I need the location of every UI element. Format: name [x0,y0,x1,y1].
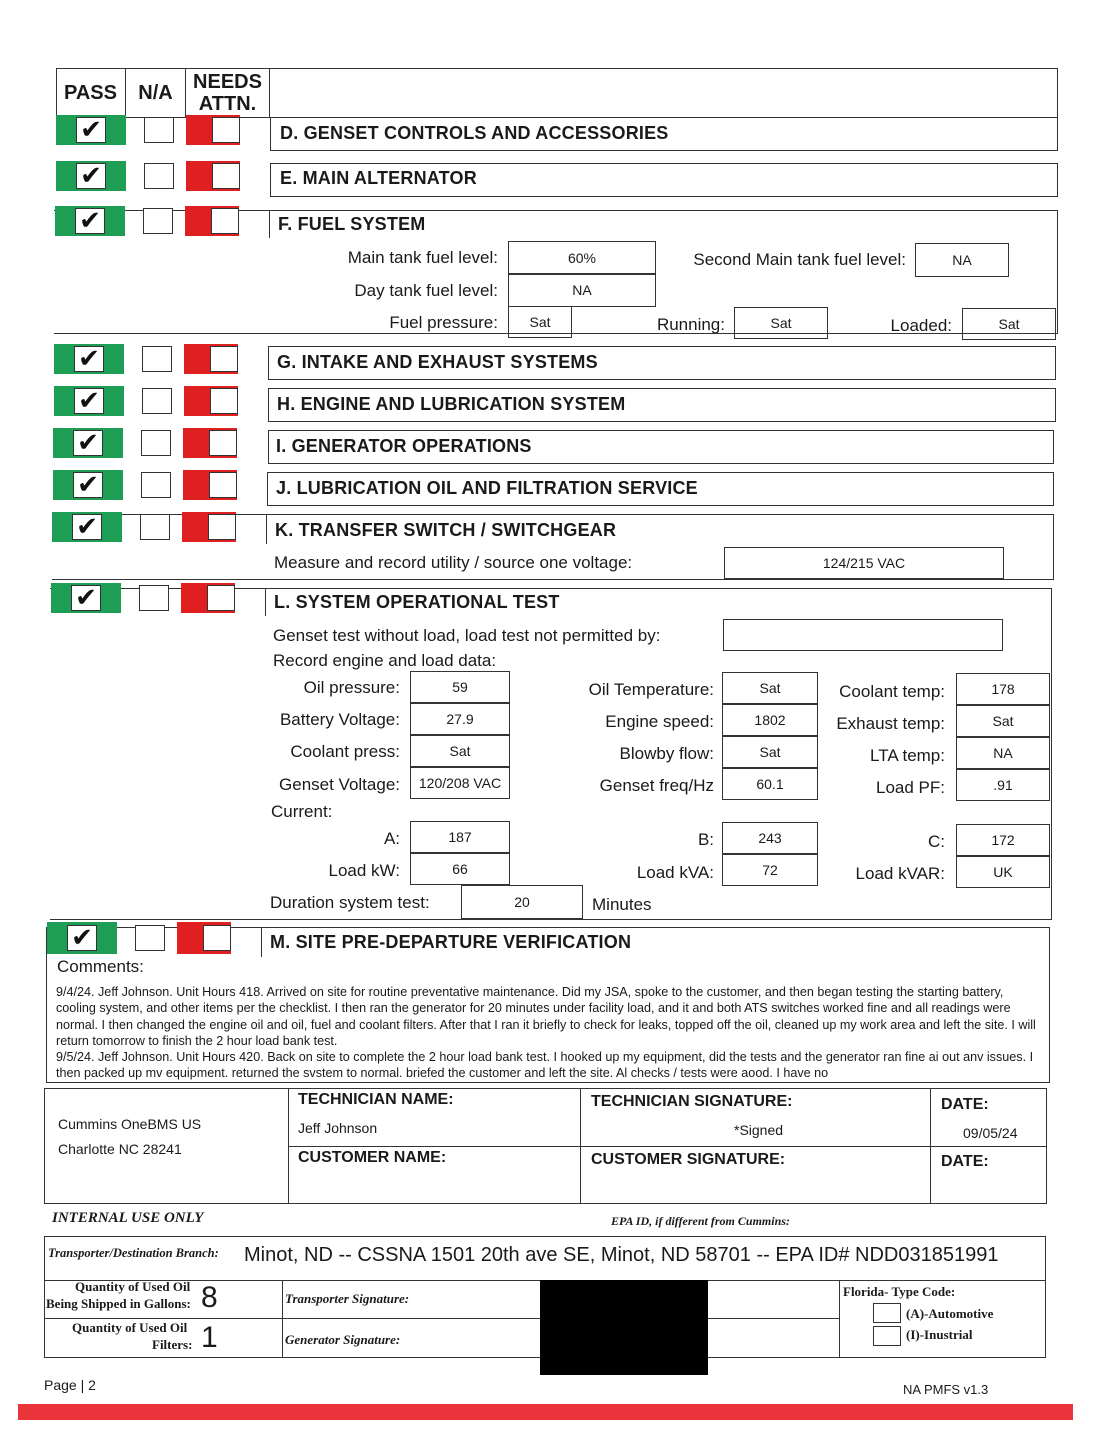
load-kw-field[interactable]: 66 [410,853,510,885]
blowby-flow-label: Blowby flow: [619,744,714,763]
transporter-branch-value[interactable]: Minot, ND -- CSSNA 1501 20th ave SE, Minot, ND 58701 -- EPA ID# NDD031851991 [244,1244,999,1266]
section-d-status [56,115,270,145]
na-checkbox[interactable] [135,925,165,951]
section-k-title: K. TRANSFER SWITCH / SWITCHGEAR [275,520,617,540]
florida-automotive-checkbox[interactable] [873,1303,901,1323]
day-tank-label: Day tank fuel level: [354,281,498,300]
record-data-label: Record engine and load data: [273,651,497,670]
tech-signature-value[interactable]: *Signed [734,1122,784,1138]
check-icon: ✔ [79,206,101,236]
filters-label-2: Filters: [152,1337,193,1352]
transporter-branch-label: Transporter/Destination Branch: [48,1246,219,1260]
na-checkbox[interactable] [144,117,174,143]
load-kvar-label: Load kVAR: [855,864,945,883]
na-header: N/A [126,68,186,118]
date2-label: DATE: [941,1153,989,1170]
na-checkbox[interactable] [144,163,174,189]
fuel-pressure-label: Fuel pressure: [389,313,498,332]
filters-label-1: Quantity of Used Oil [72,1320,188,1335]
second-tank-label: Second Main tank fuel level: [693,250,906,269]
attn-checkbox[interactable] [203,925,231,951]
company-name: Cummins OneBMS US [58,1116,202,1132]
check-icon: ✔ [80,161,102,191]
exhaust-temp-label: Exhaust temp: [836,714,945,733]
transporter-signature-label: Transporter Signature: [285,1291,410,1306]
current-c-label: C: [928,832,945,851]
minutes-label: Minutes [592,895,652,914]
section-i-title: I. GENERATOR OPERATIONS [276,436,532,456]
na-checkbox[interactable] [140,514,170,540]
florida-industrial-label: (I)-Inustrial [906,1327,973,1342]
current-b-label: B: [697,830,714,849]
running-field[interactable]: Sat [734,307,828,339]
coolant-temp-label: Coolant temp: [839,682,945,701]
section-h-title: H. ENGINE AND LUBRICATION SYSTEM [277,394,626,414]
duration-field[interactable]: 20 [461,885,583,919]
check-icon: ✔ [75,583,97,613]
oil-qty-value[interactable]: 8 [201,1281,218,1314]
section-l-title: L. SYSTEM OPERATIONAL TEST [274,592,560,612]
main-tank-field[interactable]: 60% [508,241,656,275]
oil-qty-label-1: Quantity of Used Oil [75,1279,191,1294]
genset-freq-label: Genset freq/Hz [599,776,714,795]
genset-voltage-field[interactable]: 120/208 VAC [410,767,510,799]
tech-signature-label: TECHNICIAN SIGNATURE: [591,1093,793,1110]
engine-speed-label: Engine speed: [605,712,714,731]
blowby-flow-field[interactable]: Sat [722,736,818,768]
day-tank-field[interactable]: NA [508,273,656,307]
check-icon: ✔ [77,470,99,500]
internal-use-label: INTERNAL USE ONLY [52,1210,204,1226]
current-label: Current: [271,802,333,821]
no-load-field[interactable] [723,619,1003,651]
check-icon: ✔ [77,428,99,458]
battery-voltage-field[interactable]: 27.9 [410,703,510,735]
attn-checkbox[interactable] [211,208,239,234]
section-l-status [51,583,265,613]
section-e-title: E. MAIN ALTERNATOR [280,168,477,188]
section-f-status [55,206,269,236]
pass-header: PASS [56,68,126,118]
na-checkbox[interactable] [142,388,172,414]
current-a-field[interactable]: 187 [410,821,510,853]
load-pf-field[interactable]: .91 [956,769,1050,801]
section-i-status [53,428,267,458]
form-version: NA PMFS v1.3 [903,1382,989,1397]
load-kva-label: Load kVA: [636,863,714,882]
check-icon: ✔ [78,386,100,416]
customer-name-label: CUSTOMER NAME: [298,1149,447,1166]
check-icon: ✔ [71,923,93,953]
page-number: Page | 2 [44,1377,96,1393]
na-checkbox[interactable] [139,585,169,611]
na-checkbox[interactable] [141,430,171,456]
epa-id-label: EPA ID, if different from Cummins: [611,1214,790,1228]
comments-text[interactable]: 9/4/24. Jeff Johnson. Unit Hours 418. Arrived on site for routine preventative maintenance. Did my JSA, spoke to the customer, and then began testing the starting battery, cooling system, and other items per the checklist. I then ran the generator for 20 minutes under facility load, and it and both ATS switches worked fine and all readings were normal. I then changed the engine oil and oil, fuel and coolant filters. After that I ran it briefly to check for leaks, topped off the oil, cleaned up my work area and left the site. I will return tomorrow to finish the 2 hour load bank test. 9/5/24. Jeff Johnson. Unit Hours 420. Back on site to complete the 2 hour load bank test. I hooked up my equipment, did the tests and the generator ran fine ai out anv issues. I then packed up mv equipment. returned the svstem to normal. briefed the customer and left the site. Al checks / tests were aood. I have no [56,985,1036,1081]
coolant-press-field[interactable]: Sat [410,735,510,767]
check-icon: ✔ [78,344,100,374]
oil-pressure-field[interactable]: 59 [410,671,510,703]
no-load-label: Genset test without load, load test not permitted by: [273,626,661,645]
oil-temp-label: Oil Temperature: [588,680,714,699]
attn-checkbox[interactable] [210,346,238,372]
coolant-press-label: Coolant press: [290,742,400,761]
load-kw-label: Load kW: [328,861,400,880]
na-checkbox[interactable] [141,472,171,498]
utility-voltage-field[interactable]: 124/215 VAC [724,547,1004,579]
section-e-status [56,161,270,191]
check-icon: ✔ [76,512,98,542]
current-a-label: A: [383,829,400,848]
section-h-status [54,386,268,416]
comments-label: Comments: [57,957,144,976]
running-label: Running: [656,315,725,334]
genset-voltage-label: Genset Voltage: [279,775,400,794]
attn-checkbox[interactable] [212,163,240,189]
company-city: Charlotte NC 28241 [58,1141,182,1157]
attn-checkbox[interactable] [208,514,236,540]
section-m-title: M. SITE PRE-DEPARTURE VERIFICATION [270,932,632,952]
redacted-signature [540,1280,708,1375]
date-value[interactable]: 09/05/24 [963,1125,1018,1141]
second-tank-field[interactable]: NA [915,243,1009,277]
florida-industrial-checkbox[interactable] [873,1326,901,1346]
battery-voltage-label: Battery Voltage: [279,710,400,729]
attn-checkbox[interactable] [212,117,240,143]
florida-type-label: Florida- Type Code: [843,1284,956,1299]
page-label: Page [44,1377,77,1393]
generator-signature-label: Generator Signature: [285,1332,401,1347]
section-g-title: G. INTAKE AND EXHAUST SYSTEMS [277,352,598,372]
filters-qty-value[interactable]: 1 [201,1321,218,1354]
loaded-field[interactable]: Sat [962,308,1056,340]
attn-checkbox[interactable] [209,430,237,456]
duration-label: Duration system test: [270,893,430,912]
fuel-pressure-field[interactable]: Sat [508,306,572,338]
tech-name-value[interactable]: Jeff Johnson [298,1120,378,1136]
needs-attn-header: NEEDS ATTN. [186,68,270,118]
check-icon: ✔ [80,115,102,145]
oil-pressure-label: Oil pressure: [303,678,400,697]
utility-voltage-label: Measure and record utility / source one voltage: [274,553,633,572]
section-f-title: F. FUEL SYSTEM [278,214,426,234]
lta-temp-field[interactable]: NA [956,737,1050,769]
load-kva-field[interactable]: 72 [722,854,818,886]
date-label: DATE: [941,1096,989,1113]
section-d-title: D. GENSET CONTROLS AND ACCESSORIES [280,123,669,143]
lta-temp-label: LTA temp: [870,746,945,765]
section-m-status [47,922,261,954]
attn-checkbox[interactable] [209,472,237,498]
coolant-temp-field[interactable]: 178 [956,673,1050,705]
footer-bar [18,1404,1073,1420]
section-j-status [53,470,267,500]
page-num: 2 [88,1377,96,1393]
engine-speed-field[interactable]: 1802 [722,704,818,736]
genset-freq-field[interactable]: 60.1 [722,768,818,800]
loaded-label: Loaded: [890,316,952,335]
exhaust-temp-field[interactable]: Sat [956,705,1050,737]
customer-signature-label: CUSTOMER SIGNATURE: [591,1151,786,1168]
florida-automotive-label: (A)-Automotive [906,1306,994,1321]
current-b-field[interactable]: 243 [722,822,818,854]
attn-checkbox[interactable] [207,585,235,611]
current-c-field[interactable]: 172 [956,824,1050,856]
section-k-status [52,512,266,542]
na-checkbox[interactable] [143,208,173,234]
load-pf-label: Load PF: [876,778,945,797]
section-j-title: J. LUBRICATION OIL AND FILTRATION SERVICE [276,478,698,498]
oil-qty-label-2: Being Shipped in Gallons: [46,1296,191,1311]
attn-checkbox[interactable] [210,388,238,414]
load-kvar-field[interactable]: UK [956,856,1050,888]
tech-name-label: TECHNICIAN NAME: [298,1091,454,1108]
oil-temp-field[interactable]: Sat [722,672,818,704]
section-g-status [54,344,268,374]
na-checkbox[interactable] [142,346,172,372]
main-tank-label: Main tank fuel level: [347,248,498,267]
